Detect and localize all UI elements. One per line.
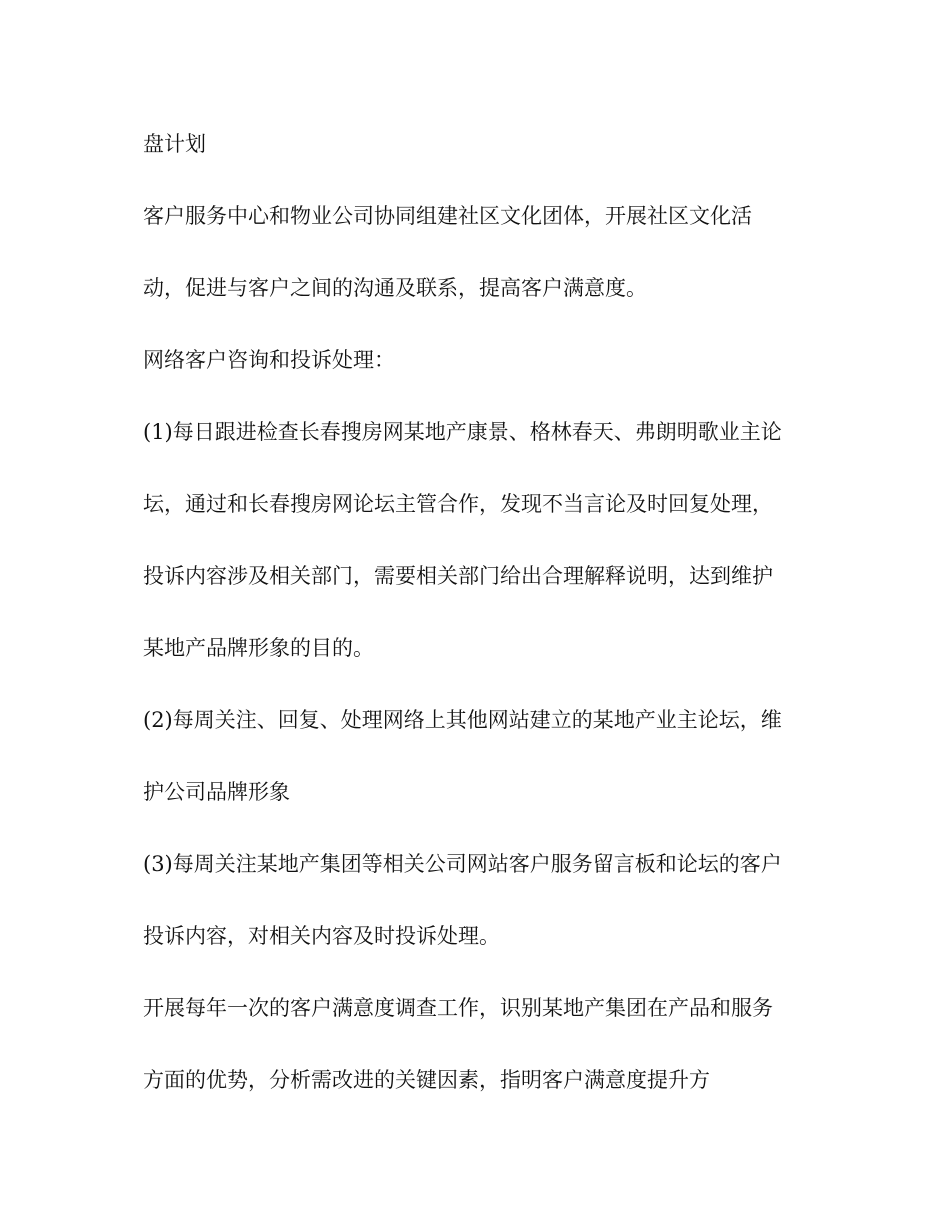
text-line-12: 投诉内容，对相关内容及时投诉处理。	[143, 924, 500, 948]
text-line-10: 护公司品牌形象	[143, 780, 290, 804]
text-line-6: 坛，通过和长春搜房网论坛主管合作，发现不当言论及时回复处理，	[143, 492, 773, 516]
text-line-9: (2)每周关注、回复、处理网络上其他网站建立的某地产业主论坛，维	[143, 708, 782, 732]
text-line-1: 盘计划	[143, 132, 206, 156]
text-line-13: 开展每年一次的客户满意度调查工作，识别某地产集团在产品和服务	[143, 996, 773, 1020]
text-line-14: 方面的优势，分析需改进的关键因素，指明客户满意度提升方	[143, 1068, 710, 1092]
text-line-8: 某地产品牌形象的目的。	[143, 636, 374, 660]
text-line-5: (1)每日跟进检查长春搜房网某地产康景、格林春天、弗朗明歌业主论	[143, 420, 782, 444]
text-line-4: 网络客户咨询和投诉处理：	[143, 348, 395, 372]
text-line-3: 动，促进与客户之间的沟通及联系，提高客户满意度。	[143, 276, 647, 300]
text-line-7: 投诉内容涉及相关部门，需要相关部门给出合理解释说明，达到维护	[143, 564, 773, 588]
text-line-2: 客户服务中心和物业公司协同组建社区文化团体，开展社区文化活	[143, 204, 752, 228]
text-line-11: (3)每周关注某地产集团等相关公司网站客户服务留言板和论坛的客户	[143, 852, 782, 876]
